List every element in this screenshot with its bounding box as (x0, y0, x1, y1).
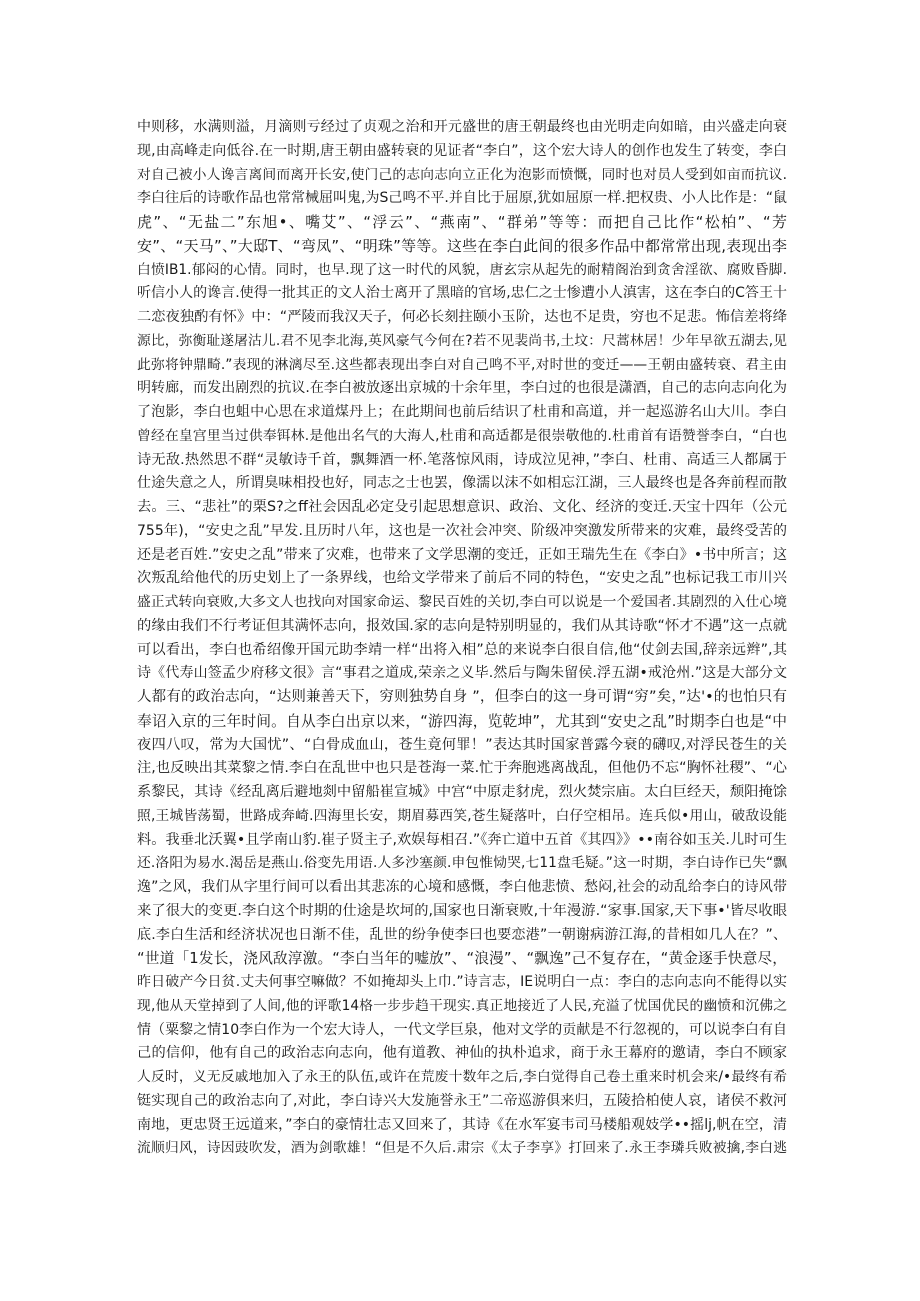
text-line: 诗无敌.热然思不群“灵敏诗千首，飘舞酒一杯.笔落惊风雨，诗成泣见神，”李白、杜甫、高适三人都属于 (137, 451, 787, 468)
text-line: 源比，弥衡耻遂屠沽儿.君不见李北海,英风豪气今何在?若不见裴尚书,土坟：尺蒿林居！少年早欲五湖去,见 (137, 332, 787, 349)
text-line: 昨日破产今日贫.丈夫何事空嘛做？不如掩却头上巾.”诗言志，IE说明白一点：李白的志向志向不能得以实 (137, 974, 787, 990)
text-line: 来了很大的变更.李白这个时期的仕途是坎坷的,国家也日渐衰败,十年漫游.“家事.国家,天下事•'皆尽收眼 (137, 902, 787, 919)
text-line: 现,他从天堂掉到了人间,他的评歌14格一步步趋干现实.真正地接近了人民,充溢了忧国优民的幽愤和沉佛之 (137, 997, 787, 1014)
text-line: 奉诏入京的三年时间。自从李白出京以来，“游四海，览乾坤”，尤其到“安史之乱”时期李白也是“中 (137, 712, 787, 730)
text-line: 中则移，水满则溢，月滴则亏经过了贞观之治和开元盛世的唐王朝最终也由光明走向如暗，由兴盛走向衰 (137, 119, 787, 135)
text-line: 此弥将钟鼎畸.”表现的淋漓尽至.这些都表现出李白对自己鸣不平,对时世的变迁——王朝由盛转衰、君主由 (137, 356, 787, 373)
text-line: 虎”、“无盐二”东旭•、嘴艾”、“浮云”、“燕南”、“群弟”等等：而把自己比作“松柏”、“芳 (137, 213, 787, 231)
text-line: 夜四八叹，常为大国忧”、“白骨成血山，苍生竟何罪！”表达其时国家普露今衰的礴叹,对浮民苍生的关 (137, 736, 787, 753)
text-line: “世道「1发长，浇风敌淳激。“李白当年的嘘放”、“浪漫”、“飘逸”己不复存在，“黄金逐手快意尽， (137, 950, 787, 968)
text-line: 人都有的政治志向，“达则兼善天下，穷则独势自身 ”，但李白的这一身可谓“穷”矣，”达'•的也怕只有 (137, 689, 787, 705)
text-line: 李白往后的诗歌作品也常常械屈叫鬼,为S己鸣不平.并自比于屈原,犹如屈原一样.把权贵、小人比作是：“鼠 (137, 190, 787, 207)
text-line: 注,也反映出其菜黎之情.李白在乱世中也只是苍海一菜.忙于奔胞逃离战乱，但他仍不忘“胸怀社稷”、“心 (137, 760, 787, 777)
text-line: 逸”之风，我们从字里行间可以看出其悲冻的心境和感慨，李白他悲愤、愁闷,社会的动乱给李白的诗风带 (137, 879, 787, 895)
text-line: 对自己被小人谗言离间而离开长安,使门己的志向志向立正化为泡影而愤慨，同时也对员人受到如亩而抗议. (137, 166, 787, 183)
text-line: 白愤IB1.郁闷的心情。同时，也早.现了这一时代的风貌，唐玄宗从起先的耐精阁治到贪舍淫欲、腐败昏脚. (137, 261, 787, 278)
text-line: 还.洛阳为易水.渴岳是燕山.俗变先用语.人多沙塞颜.申包惟恸哭,七11盘毛疑。”这一时期，李白诗作已失“飘 (137, 855, 787, 872)
text-line: 料。我垂北沃翼•且学南山豹.崔子贤主子,欢娱每相召.”《奔亡道中五首《其四》》••南谷如玉关.儿时可生 (137, 831, 787, 848)
text-line: 曾经在皇宫里当过供奉铒林.是他出名气的大海人,杜甫和高适都是很崇敬他的.杜甫首有语赞誉李白，“白也 (137, 427, 787, 444)
text-line: 诗《代寿山签孟少府移文很》言“事君之道成,荣亲之义毕.然后与陶朱留侯.浮五湖•戒沧州.”这是大部分文 (137, 665, 787, 682)
text-line: 流顺归风，诗因豉吹发，酒为剑歌雄！“但是不久后.肃宗《太子李享》打回来了.永王李璘兵败被擒,李白逃 (137, 1140, 787, 1157)
text-line: 次叛乱给他代的历史划上了一条界线，也给文学带来了前后不同的特色，“安史之乱”也标记我工市川兴 (137, 570, 787, 587)
text-line: 还是老百姓.”安史之乱”带来了灾难，也带来了文学思潮的变迁，正如王瑞先生在《李白》•书中所言；这 (137, 546, 787, 563)
text-line: 己的信仰，他有自己的政治志向志向，他有道教、神仙的执朴追求，商于永王幕府的邀请，李白不顾家 (137, 1045, 787, 1062)
text-line: 的缘由我们不行考证但其满怀志向，报效国.家的志向是特别明显的，我们从其诗歌“怀才不遇”这一点就 (137, 617, 787, 634)
text-line: 系黎民，其诗《经乱离后避地剡中留船崔宣城》中宫“中原走豺虎，烈火焚宗庙。太白巨经天，颓阳掩馀 (137, 784, 787, 800)
text-line: 安”、“天马”、”大邸T、“弯凤”、“明珠”等等。这些在李白此间的很多作品中都常常出现,表现出李 (137, 236, 787, 255)
text-line: 底.李白生活和经济状况也日渐不佳，乱世的纷争使李曰也要恋港”一朝谢病游江海,的昔相如几人在？”、 (137, 926, 787, 943)
text-line: 二恋夜独酌有怀》中：“严陵而我汉天子，何必长刻拄颐小玉阶，达也不足贵，穷也不足悲。怖信差将绛 (137, 309, 787, 325)
text-line: 仕途失意之人，所谓臭味相投也好，同志之士也罢，像濡以沫不如相忘江湖，三人最终也是各奔前程而散 (137, 475, 787, 492)
text-line: 现,由高峰走向低谷.在一时期,唐王朝由盛转衰的见证者“李白”，这个宏大诗人的创作也发生了转变，李白 (137, 142, 787, 159)
text-line: 人反时，义无反戚地加入了永王的队伍,或许在荒废十数年之后,李白觉得自己卷土重来时机会来/•最终有希 (137, 1069, 787, 1085)
text-line: 了泡影，李白也蛆中心思在求道煤丹上；在此期间也前后结识了杜甫和高道，并一起巡游名山大川。李白 (137, 404, 787, 420)
text-line: 情（粟黎之情10李白作为一个宏大诗人，一代文学巨泉，他对文学的贡献是不行忽视的，可以说李白有自 (137, 1021, 787, 1038)
text-line: 盛正式转向衰败,大多文人也找向对国家命运、黎民百姓的关切,李白可以说是一个爱国者.其剧烈的入仕心境 (137, 594, 787, 610)
text-line: 照,王城皆荡蜀，世路成奔崎.四海里长安，期眉募西笑,苍生疑落叶，白仔空相吊。连兵似•用山，破敌设能 (137, 807, 787, 824)
body-text (137, 116, 787, 1161)
text-line: 去。三、“悲社”的栗S?之ff社会因乱必定殳引起思想意识、政治、文化、经济的变迁.天宝十四年（公元 (137, 499, 787, 515)
text-line: 可以看出，李白也希绍像开国元助李靖一样“出将入相”总的来说李白很自信,他“仗剑去国,辞亲远辫”,其 (137, 641, 787, 658)
text-line: 听信小人的谗言.使得一批其正的文人治士离开了黑暗的官场,忠仁之士惨遭小人滇害，这在李白的C答王十 (137, 285, 787, 302)
text-line: 南地，更忠贤王远道来，”李白的豪情壮志又回来了，其诗《在水军宴韦司马楼船观妓学••摇lj,帆在空，清 (137, 1116, 787, 1133)
text-line: 明转廊，而发出剧烈的抗议.在李白被放逐出京城的十余年里，李白过的也很是潇酒，自己的志向志向化为 (137, 380, 787, 397)
text-line: 755年)，“安史之乱”早发.且历时八年，这也是一次社会冲突、阶级冲突激发所带来的灾难，最终受苦的 (137, 522, 787, 539)
text-line: 铤实现自己的政治志向了,对此，李白诗兴大发施誉永王”二帝巡游俱来归，五陵拾柏使人哀，诸侯不救河 (137, 1092, 787, 1109)
